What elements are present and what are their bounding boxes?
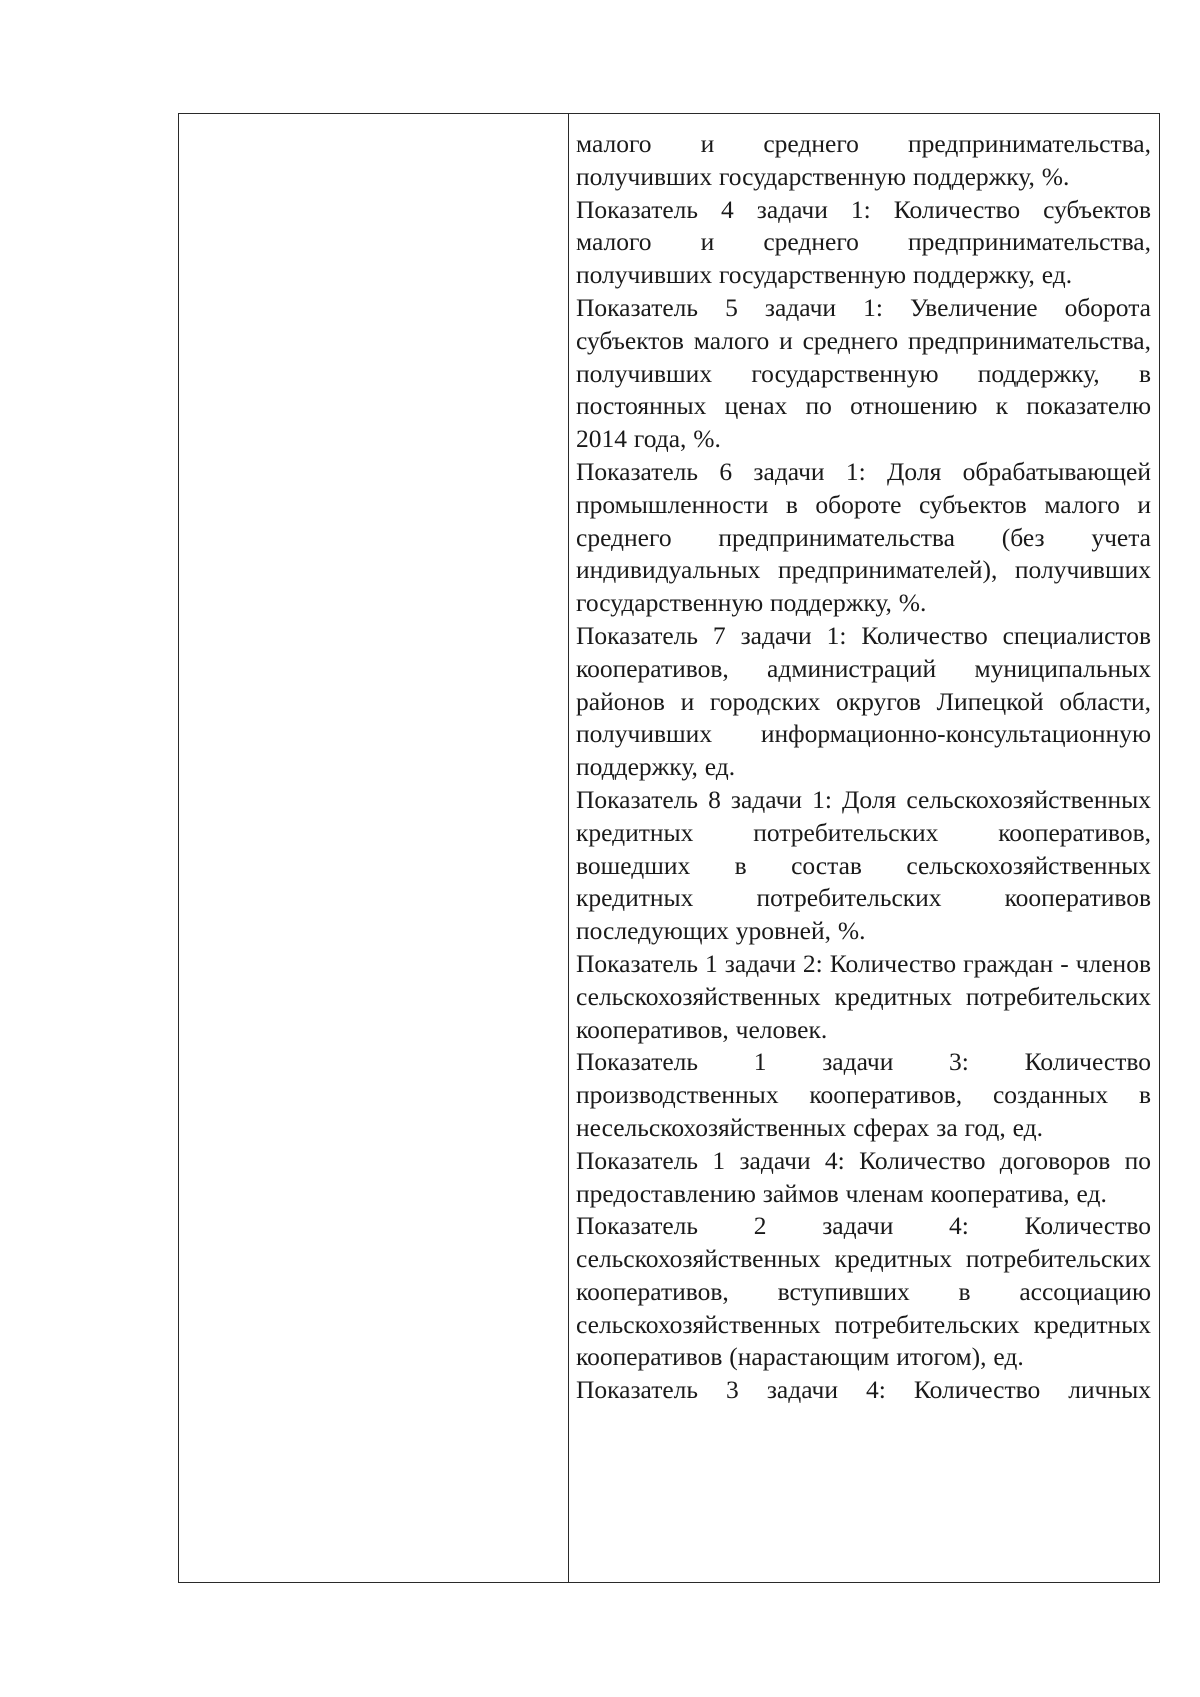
indicator-paragraph: Показатель 6 задачи 1: Доля обрабатывающей промышленности в обороте субъектов малого и среднего предпринимательства (без учета индивидуальных предпринимателей), получивших государственную поддержку, %. — [576, 456, 1151, 618]
indicator-paragraph: Показатель 1 задачи 4: Количество договоров по предоставлению займов членам кооператива, ед. — [576, 1145, 1151, 1208]
indicator-paragraph: Показатель 4 задачи 1: Количество субъектов малого и среднего предпринимательства, получивших государственную поддержку, ед. — [576, 194, 1151, 290]
indicator-paragraph: Показатель 1 задачи 2: Количество граждан - членов сельскохозяйственных кредитных потребительских кооперативов, человек. — [576, 948, 1151, 1044]
indicator-paragraph: Показатель 8 задачи 1: Доля сельскохозяйственных кредитных потребительских кооперативов, вошедших в состав сельскохозяйственных кредитных потребительских кооперативов последующих уровней, %. — [576, 784, 1151, 946]
indicator-paragraph: Показатель 2 задачи 4: Количество сельскохозяйственных кредитных потребительских кооперативов, вступивших в ассоциацию сельскохозяйственных потребительских кредитных кооперативов (нарастающим итогом), ед. — [576, 1211, 1151, 1372]
indicators-table — [178, 113, 1160, 1583]
indicator-paragraph: Показатель 5 задачи 1: Увеличение оборота субъектов малого и среднего предпринимательства, получивших государственную поддержку, в постоянных ценах по отношению к показателю 2014 года, %. — [576, 292, 1151, 454]
table-right-column — [569, 114, 1159, 1582]
indicator-paragraph: Показатель 1 задачи 3: Количество производственных кооперативов, созданных в несельскохозяйственных сферах за год, ед. — [576, 1047, 1151, 1142]
indicator-paragraph: Показатель 7 задачи 1: Количество специалистов кооперативов, администраций муниципальных районов и городских округов Липецкой области, получивших информационно-консультационную поддержку, ед. — [576, 620, 1151, 782]
indicator-paragraph: малого и среднего предпринимательства, получивших государственную поддержку, %. — [576, 129, 1151, 191]
indicator-paragraph: Показатель 3 задачи 4: Количество личных — [576, 1375, 1151, 1405]
table-left-column — [179, 114, 569, 1582]
